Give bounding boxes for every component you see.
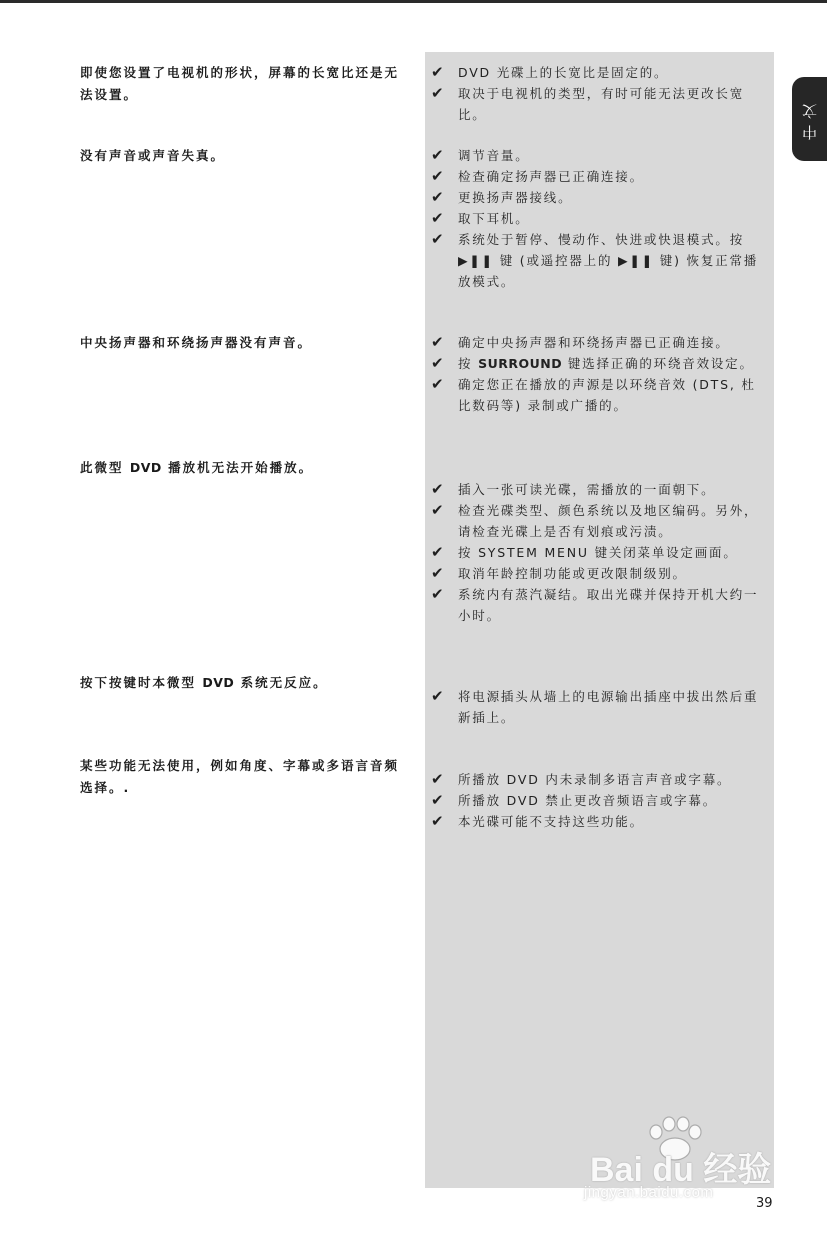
check-icon: ✔	[431, 188, 444, 206]
check-icon: ✔	[431, 791, 444, 809]
solutions-no-response	[431, 686, 766, 728]
check-icon: ✔	[431, 687, 444, 705]
check-icon: ✔	[431, 63, 444, 81]
solution-item: ✔ 检查光碟类型、颜色系统以及地区编码。另外，请检查光碟上是否有划痕或污渍。	[431, 501, 759, 539]
problem-features-unavailable: 某些功能无法使用，例如角度、字幕或多语言音频选择。.	[80, 758, 400, 795]
solution-item: ✔ 确定中央扬声器和环绕扬声器已正确连接。	[431, 333, 730, 351]
watermark-brand: Bai du 经验	[590, 1151, 772, 1189]
check-icon: ✔	[431, 812, 444, 830]
solution-item: ✔ 系统内有蒸汽凝结。取出光碟并保持开机大约一小时。	[431, 585, 759, 623]
check-icon: ✔	[431, 354, 444, 372]
problem-no-sound: 没有声音或声音失真。	[80, 148, 226, 163]
solutions-no-playback	[431, 479, 766, 626]
baidu-watermark	[584, 1116, 776, 1206]
surround-key-label: SURROUND	[478, 356, 563, 371]
solution-item: ✔ 按 SYSTEM MENU 键关闭菜单设定画面。	[431, 543, 738, 561]
solution-item: ✔ 更换扬声器接线。	[431, 188, 573, 206]
solution-item: ✔ 取消年龄控制功能或更改限制级别。	[431, 564, 687, 582]
check-icon: ✔	[431, 84, 444, 102]
solution-item: ✔ 按 SURROUND 键选择正确的环绕音效设定。	[431, 354, 754, 372]
solution-item: ✔ 将电源插头从墙上的电源输出插座中拔出然后重新插上。	[431, 687, 759, 725]
problem-aspect-ratio: 即使您设置了电视机的形状，屏幕的长宽比还是无法设置。	[80, 65, 400, 102]
solution-item: ✔ 取下耳机。	[431, 209, 530, 227]
check-icon: ✔	[431, 564, 444, 582]
check-icon: ✔	[431, 480, 444, 498]
watermark-url: jingyan.baidu.com	[584, 1184, 714, 1201]
solution-item: ✔ 系统处于暂停、慢动作、快进或快退模式。按 ▶❚❚ 键 (或遥控器上的 ▶❚❚ 键) 恢复正常播放模式。	[431, 230, 759, 289]
check-icon: ✔	[431, 230, 444, 248]
problem-center-surround: 中央扬声器和环绕扬声器没有声音。	[80, 335, 313, 350]
problem-no-response: 按下按键时本微型 DVD 系统无反应。	[80, 675, 328, 690]
page-number: 39	[756, 1196, 773, 1211]
solutions-center-surround	[431, 332, 766, 416]
top-rule	[0, 0, 827, 3]
solution-item: ✔ 取决于电视机的类型，有时可能无法更改长宽比。	[431, 84, 745, 122]
check-icon: ✔	[431, 209, 444, 227]
language-tab-label: 中文	[801, 98, 819, 140]
solution-item: ✔ 所播放 DVD 内未录制多语言声音或字幕。	[431, 770, 732, 788]
solution-item: ✔ 本光碟可能不支持这些功能。	[431, 812, 644, 830]
problem-no-playback: 此微型 DVD 播放机无法开始播放。	[80, 460, 314, 475]
solution-item: ✔ 检查确定扬声器已正确连接。	[431, 167, 644, 185]
check-icon: ✔	[431, 146, 444, 164]
solution-item: ✔ 所播放 DVD 禁止更改音频语言或字幕。	[431, 791, 718, 809]
solutions-no-sound	[431, 145, 766, 292]
check-icon: ✔	[431, 770, 444, 788]
check-icon: ✔	[431, 375, 444, 393]
check-icon: ✔	[431, 333, 444, 351]
solution-item: ✔ DVD 光碟上的长宽比是固定的。	[431, 63, 669, 81]
check-icon: ✔	[431, 543, 444, 561]
check-icon: ✔	[431, 585, 444, 603]
check-icon: ✔	[431, 501, 444, 519]
solutions-features-unavailable	[431, 769, 766, 832]
language-tab	[792, 77, 827, 161]
solutions-aspect-ratio	[431, 62, 766, 125]
solution-item: ✔ 插入一张可读光碟，需播放的一面朝下。	[431, 480, 716, 498]
solution-item: ✔ 确定您正在播放的声源是以环绕音效 (DTS, 杜比数码等) 录制或广播的。	[431, 375, 756, 413]
solution-item: ✔ 调节音量。	[431, 146, 530, 164]
check-icon: ✔	[431, 167, 444, 185]
